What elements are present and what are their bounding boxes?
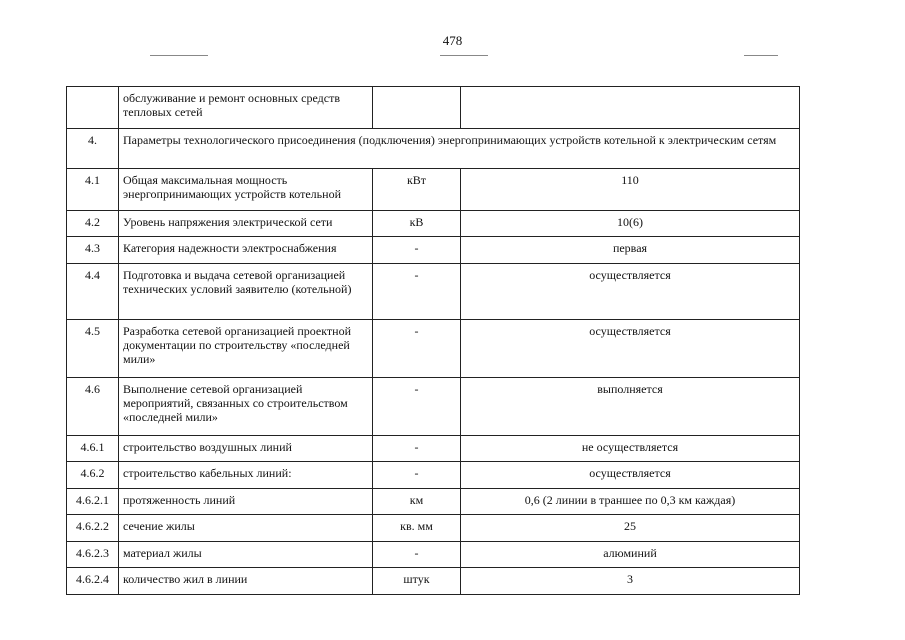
value-cell: 10(6): [461, 211, 800, 237]
value-cell: осуществляется: [461, 264, 800, 320]
parameter-name: протяженность линий: [119, 489, 373, 515]
row-number: 4.6.2.3: [67, 542, 119, 568]
row-number: 4.3: [67, 237, 119, 264]
parameter-name: Подготовка и выдача сетевой организацией технических условий заявителю (котельной): [119, 264, 373, 320]
parameter-name: Параметры технологического присоединения (подключения) энергопринимающих устройств котельной к электрическим сетям: [119, 129, 800, 169]
table-row: [67, 542, 800, 568]
row-number: 4.5: [67, 320, 119, 378]
unit-cell: -: [373, 320, 461, 378]
table-row: [67, 211, 800, 237]
unit-cell: штук: [373, 568, 461, 595]
table-row: [67, 378, 800, 436]
page-number: 478: [442, 33, 463, 48]
table-row: [67, 436, 800, 462]
parameters-table: [66, 86, 800, 595]
value-cell: осуществляется: [461, 462, 800, 489]
table-row: [67, 169, 800, 211]
row-number: 4.6.2: [67, 462, 119, 489]
parameter-name: строительство воздушных линий: [119, 436, 373, 462]
row-number: 4.2: [67, 211, 119, 237]
row-number: 4.6.2.4: [67, 568, 119, 595]
unit-cell: -: [373, 462, 461, 489]
parameter-name: сечение жилы: [119, 515, 373, 542]
row-number: 4.6.2.1: [67, 489, 119, 515]
parameter-name: количество жил в линии: [119, 568, 373, 595]
table-row: [67, 320, 800, 378]
row-number: 4.6.1: [67, 436, 119, 462]
parameter-name: Категория надежности электроснабжения: [119, 237, 373, 264]
parameter-name: Разработка сетевой организацией проектной документации по строительству «последней мили»: [119, 320, 373, 378]
unit-cell: кВ: [373, 211, 461, 237]
table-row: [67, 264, 800, 320]
parameters-table-body: [67, 87, 800, 595]
parameter-name: обслуживание и ремонт основных средств тепловых сетей: [119, 87, 373, 129]
parameter-name: Выполнение сетевой организацией мероприятий, связанных со строительством «последней мили»: [119, 378, 373, 436]
row-number: 4.1: [67, 169, 119, 211]
header-mark-center: [440, 55, 488, 56]
table-row: [67, 515, 800, 542]
header-mark-right: [744, 55, 778, 56]
unit-cell: кВт: [373, 169, 461, 211]
header-mark-left: [150, 55, 208, 56]
table-row: [67, 489, 800, 515]
value-cell: 110: [461, 169, 800, 211]
parameter-name: Уровень напряжения электрической сети: [119, 211, 373, 237]
unit-cell: кв. мм: [373, 515, 461, 542]
row-number: 4.: [67, 129, 119, 169]
unit-cell: -: [373, 378, 461, 436]
parameter-name: строительство кабельных линий:: [119, 462, 373, 489]
value-cell: выполняется: [461, 378, 800, 436]
table-row: [67, 129, 800, 169]
value-cell: 0,6 (2 линии в траншее по 0,3 км каждая): [461, 489, 800, 515]
value-cell: алюминий: [461, 542, 800, 568]
parameter-name: материал жилы: [119, 542, 373, 568]
row-number: 4.6: [67, 378, 119, 436]
unit-cell: -: [373, 542, 461, 568]
row-number: [67, 87, 119, 129]
table-row: [67, 568, 800, 595]
table-row: [67, 237, 800, 264]
table-row: [67, 87, 800, 129]
value-cell: 3: [461, 568, 800, 595]
unit-cell: -: [373, 237, 461, 264]
unit-cell: км: [373, 489, 461, 515]
value-cell: осуществляется: [461, 320, 800, 378]
unit-cell: -: [373, 436, 461, 462]
value-cell: не осуществляется: [461, 436, 800, 462]
unit-cell: -: [373, 264, 461, 320]
value-cell: первая: [461, 237, 800, 264]
table-row: [67, 462, 800, 489]
parameter-name: Общая максимальная мощность энергопринимающих устройств котельной: [119, 169, 373, 211]
row-number: 4.4: [67, 264, 119, 320]
row-number: 4.6.2.2: [67, 515, 119, 542]
value-cell: 25: [461, 515, 800, 542]
unit-cell: [373, 87, 461, 129]
value-cell: [461, 87, 800, 129]
